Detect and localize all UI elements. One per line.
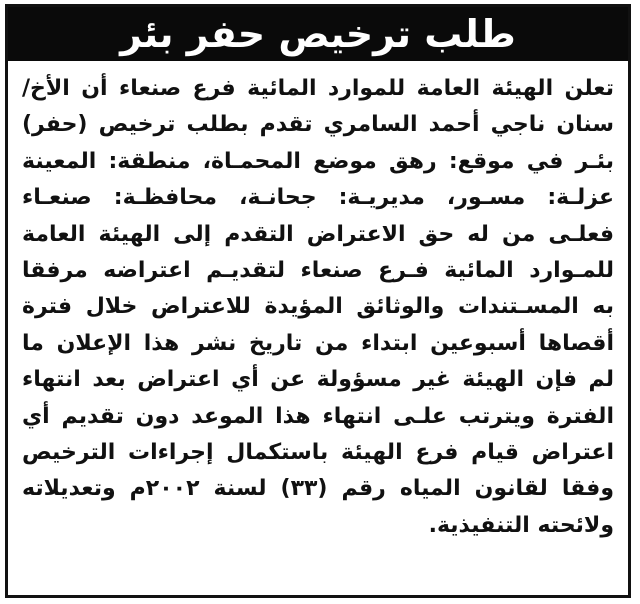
body-line: فعلـى من له حق الاعتراض التقدم إلى الهيئة العامة — [22, 221, 614, 247]
body-line: لم فإن الهيئة غير مسؤولة عن أي اعتراض بعد انتهاء — [22, 367, 614, 393]
notice-title: طلب ترخيص حفر بئر — [120, 12, 516, 56]
body-line: اعتراض قيام فرع الهيئة باستكمال إجراءات الترخيص — [22, 439, 614, 465]
body-line: بئـر في موقع: رهق موضع المحمـاة، منطقة: المعينة — [22, 148, 614, 174]
notice-body — [22, 71, 614, 544]
body-line: تعلن الهيئة العامة للموارد المائية فرع صنعاء أن الأخ/ — [22, 76, 614, 101]
body-line: وفقا لقانون المياه رقم (٣٣) لسنة ٢٠٠٢م وتعديلاته — [22, 476, 614, 502]
body-line-last: ولائحته التنفيذية. — [428, 512, 614, 538]
body-line: أقصاها أسبوعين ابتداء من تاريخ نشر هذا الإعلان ما — [22, 330, 614, 356]
notice-box — [5, 4, 631, 598]
body-line: للمـوارد المائية فـرع صنعاء لتقديـم اعتراضه مرفقا — [22, 257, 614, 283]
body-line: به المسـتندات والوثائق المؤيدة للاعتراض خلال فترة — [22, 294, 614, 320]
title-bar — [8, 7, 628, 61]
body-line: الفترة ويترتب علـى انتهاء هذا الموعد دون تقديم أي — [22, 403, 614, 429]
body-line: سنان ناجي أحمد السامري تقدم بطلب ترخيص (حفر) — [22, 112, 614, 138]
body-line: عزلـة: مسـور، مديريـة: جحانـة، محافظـة: صنعـاء — [22, 185, 614, 211]
